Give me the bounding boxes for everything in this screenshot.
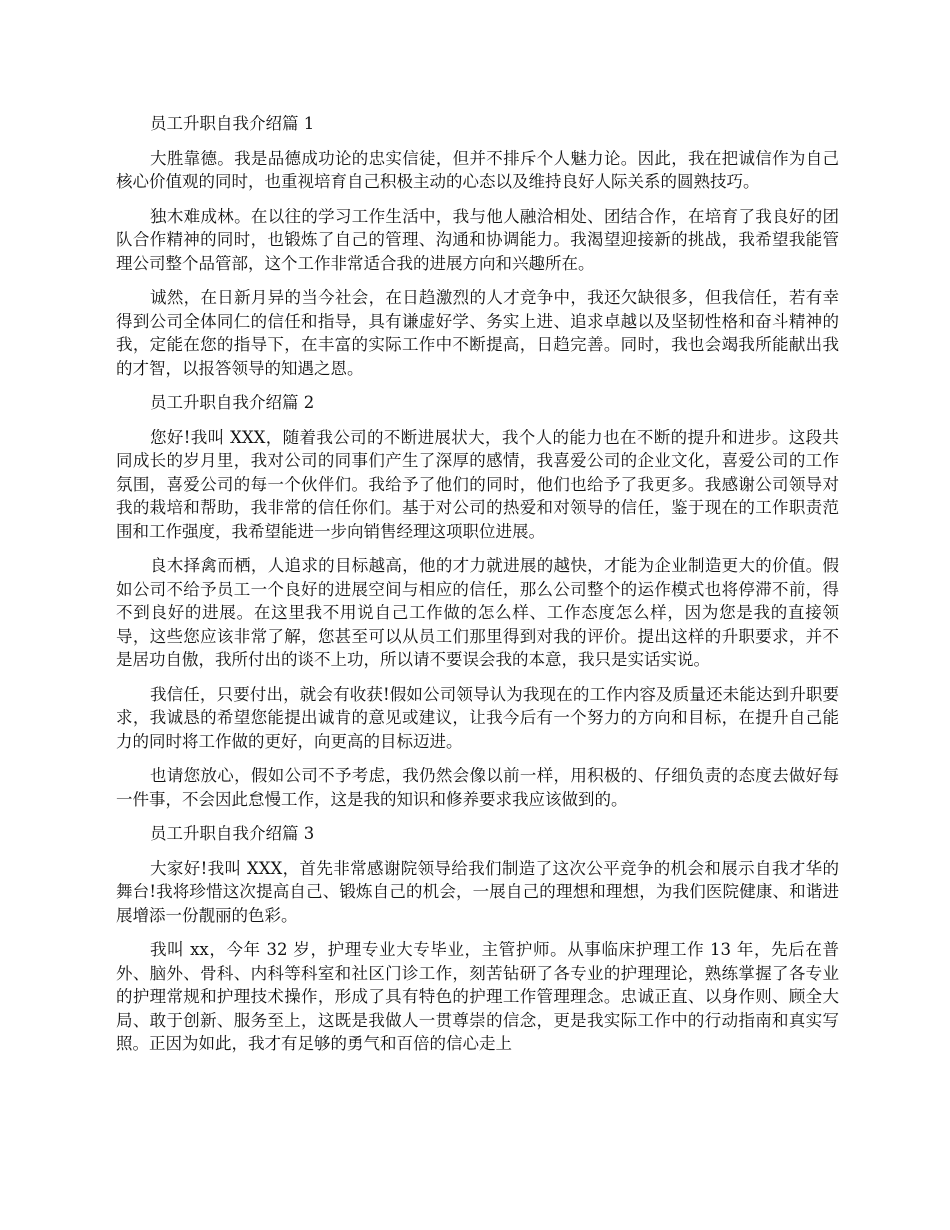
paragraph: 您好!我叫 XXX，随着我公司的不断进展状大，我个人的能力也在不断的提升和进步。这段共同成长的岁月里，我对公司的同事们产生了深厚的感情，我喜爱公司的企业文化，喜爱公司的工作氛围，喜爱公司的每一个伙伴们。我给予了他们的同时，他们也给予了我更多。我感谢公司领导对我的栽培和帮助，我非常的信任你们。基于对公司的热爱和对领导的信任，鉴于现在的工作职责范围和工作强度，我希望能进一步向销售经理这项职位进展。 xyxy=(116,427,839,541)
paragraph: 良木择禽而栖，人追求的目标越高，他的才力就进展的越快，才能为企业制造更大的价值。假如公司不给予员工一个良好的进展空间与相应的信任，那么公司整个的运作模式也将停滞不前，得不到良好的进展。在这里我不用说自己工作做的怎么样、工作态度怎么样，因为您是我的直接领导，这些您应该非常了解，您甚至可以从员工们那里得到对我的评价。提出这样的升职要求，并不是居功自傲，我所付出的谈不上功，所以请不要误会我的本意，我只是实话实说。 xyxy=(116,556,839,669)
paragraph: 我叫 xx，今年 32 岁，护理专业大专毕业，主管护师。从事临床护理工作 13 年，先后在普外、脑外、骨科、内科等科室和社区门诊工作，刻苦钻研了各专业的护理理论，熟练掌握了各专业的护理常规和护理技术操作，形成了具有特色的护理工作管理理念。忠诚正直、以身作则、顾全大局、敢于创新、服务至上，这既是我做人一贯尊崇的信念，更是我实际工作中的行动指南和真实写照。正因为如此，我才有足够的勇气和百倍的信心走上 xyxy=(116,940,839,1053)
paragraph: 大家好!我叫 XXX，首先非常感谢院领导给我们制造了这次公平竞争的机会和展示自我才华的舞台!我将珍惜这次提高自己、锻炼自己的机会，一展自己的理想和理想，为我们医院健康、和谐进展增添一份靓丽的色彩。 xyxy=(116,858,839,925)
paragraph: 独木难成林。在以往的学习工作生活中，我与他人融洽相处、团结合作，在培育了我良好的团队合作精神的同时，也锻炼了自己的管理、沟通和协调能力。我渴望迎接新的挑战，我希望我能管理公司整个品管部，这个工作非常适合我的进展方向和兴趣所在。 xyxy=(116,206,839,273)
paragraph: 我信任，只要付出，就会有收获!假如公司领导认为我现在的工作内容及质量还未能达到升职要求，我诚恳的希望您能提出诚肯的意见或建议，让我今后有一个努力的方向和目标，在提升自己能力的同时将工作做的更好，向更高的目标迈进。 xyxy=(116,684,839,751)
paragraph: 诚然，在日新月异的当今社会，在日趋激烈的人才竞争中，我还欠缺很多，但我信任，若有幸得到公司全体同仁的信任和指导，具有谦虚好学、务实上进、追求卓越以及坚韧性格和奋斗精神的我，定能在您的指导下，在丰富的实际工作中不断提高，日趋完善。同时，我也会竭我所能献出我的才智，以报答领导的知遇之恩。 xyxy=(116,288,839,378)
paragraph: 大胜靠德。我是品德成功论的忠实信徒，但并不排斥个人魅力论。因此，我在把诚信作为自己核心价值观的同时，也重视培育自己积极主动的心态以及维持良好人际关系的圆熟技巧。 xyxy=(116,148,839,191)
document-body xyxy=(116,112,839,1067)
section-heading: 员工升职自我介绍篇 1 xyxy=(150,114,315,133)
section-heading: 员工升职自我介绍篇 2 xyxy=(150,393,315,412)
section-heading: 员工升职自我介绍篇 3 xyxy=(150,824,315,843)
paragraph: 也请您放心，假如公司不予考虑，我仍然会像以前一样，用积极的、仔细负责的态度去做好每一件事，不会因此怠慢工作，这是我的知识和修养要求我应该做到的。 xyxy=(116,766,839,809)
